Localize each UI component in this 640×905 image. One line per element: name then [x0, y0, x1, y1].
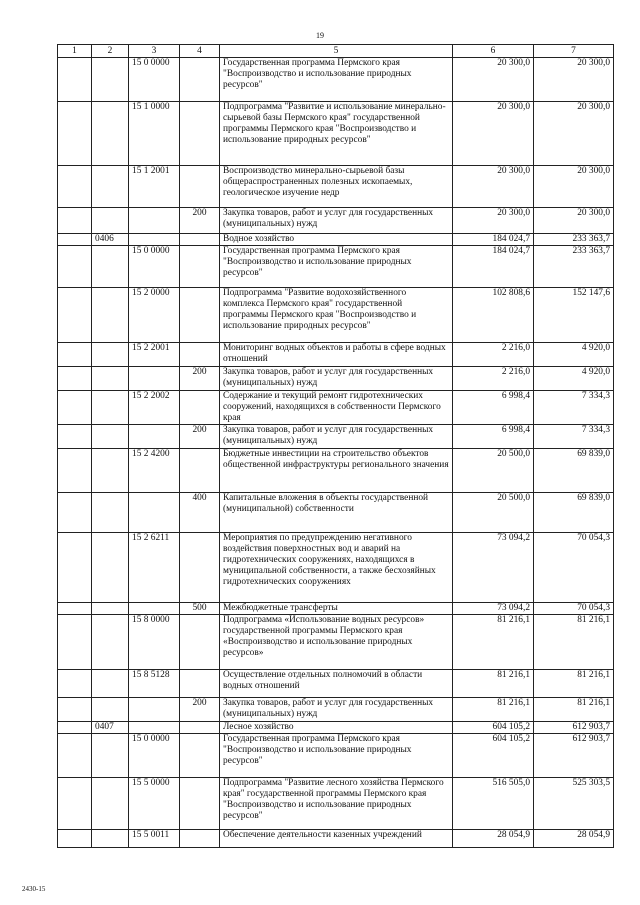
cell-c1: [58, 734, 92, 778]
cell-v6: 102 808,6: [453, 288, 534, 343]
cell-desc: Капитальные вложения в объекты государственной (муниципальной) собственности: [220, 493, 453, 533]
cell-v6: 28 054,9: [453, 830, 534, 848]
cell-v6: 604 105,2: [453, 734, 534, 778]
cell-c3: [129, 234, 180, 246]
cell-c4: [180, 830, 220, 848]
cell-c1: [58, 425, 92, 449]
cell-v7: 233 363,7: [534, 246, 614, 288]
cell-c1: [58, 367, 92, 391]
column-header-row: [58, 45, 614, 58]
cell-v6: 604 105,2: [453, 722, 534, 734]
cell-c2: [92, 778, 129, 830]
cell-v7: 4 920,0: [534, 367, 614, 391]
cell-desc: Государственная программа Пермского края "Воспроизводство и использование природных ресурсов": [220, 246, 453, 288]
cell-c4: [180, 166, 220, 208]
cell-v6: 2 216,0: [453, 367, 534, 391]
cell-v7: 70 054,3: [534, 603, 614, 615]
cell-desc: Обеспечение деятельности казенных учреждений: [220, 830, 453, 848]
cell-v6: 20 500,0: [453, 493, 534, 533]
cell-v6: 20 300,0: [453, 102, 534, 166]
cell-c2: [92, 615, 129, 670]
cell-c1: [58, 722, 92, 734]
cell-v7: 7 334,3: [534, 425, 614, 449]
cell-c3: [129, 367, 180, 391]
cell-c4: [180, 533, 220, 603]
cell-c4: 200: [180, 698, 220, 722]
cell-c1: [58, 208, 92, 234]
cell-c1: [58, 246, 92, 288]
cell-v7: 81 216,1: [534, 698, 614, 722]
cell-desc: Мониторинг водных объектов и работы в сфере водных отношений: [220, 343, 453, 367]
cell-c3: 15 8 0000: [129, 615, 180, 670]
cell-v7: 20 300,0: [534, 58, 614, 102]
cell-c1: [58, 533, 92, 603]
cell-v7: 525 303,5: [534, 778, 614, 830]
cell-c1: [58, 493, 92, 533]
cell-c3: 15 5 0011: [129, 830, 180, 848]
cell-c2: [92, 425, 129, 449]
cell-c2: [92, 734, 129, 778]
cell-desc: Государственная программа Пермского края "Воспроизводство и использование природных ресурсов": [220, 58, 453, 102]
table-row: [58, 367, 614, 391]
cell-desc: Мероприятия по предупреждению негативного воздействия поверхностных вод и аварий на гидротехнических сооружениях, находящихся в муниципальной собственности, а также бесхозяйных гидротехнических сооружениях: [220, 533, 453, 603]
cell-v6: 20 300,0: [453, 166, 534, 208]
cell-desc: Подпрограмма "Развитие и использование минерально-сырьевой базы Пермского края" государственной программы Пермского края "Воспроизводство и использование природных ресурсов": [220, 102, 453, 166]
table-body: [58, 58, 614, 848]
table-row: [58, 234, 614, 246]
cell-c3: [129, 698, 180, 722]
footer-code: 2430-15: [22, 885, 46, 893]
cell-c1: [58, 343, 92, 367]
cell-desc: Подпрограмма "Развитие лесного хозяйства Пермского края" государственной программы Пермского края "Воспроизводство и использование природных ресурсов": [220, 778, 453, 830]
cell-v7: 612 903,7: [534, 734, 614, 778]
cell-desc: Лесное хозяйство: [220, 722, 453, 734]
cell-c3: [129, 425, 180, 449]
cell-c2: [92, 533, 129, 603]
cell-v6: 6 998,4: [453, 391, 534, 425]
cell-v6: 2 216,0: [453, 343, 534, 367]
cell-c3: 15 5 0000: [129, 778, 180, 830]
cell-desc: Воспроизводство минерально-сырьевой базы общераспространенных полезных ископаемых, геологическое изучение недр: [220, 166, 453, 208]
cell-c1: [58, 615, 92, 670]
cell-c2: [92, 670, 129, 698]
cell-desc: Закупка товаров, работ и услуг для государственных (муниципальных) нужд: [220, 425, 453, 449]
cell-c2: [92, 391, 129, 425]
cell-c4: [180, 722, 220, 734]
cell-v7: 20 300,0: [534, 166, 614, 208]
cell-c2: [92, 830, 129, 848]
cell-c2: [92, 246, 129, 288]
column-header-6: 6: [453, 45, 534, 58]
table-row: [58, 449, 614, 493]
cell-v7: 69 839,0: [534, 493, 614, 533]
cell-c2: [92, 102, 129, 166]
cell-c3: 15 2 4200: [129, 449, 180, 493]
cell-c1: [58, 670, 92, 698]
table-row: [58, 734, 614, 778]
cell-v7: 28 054,9: [534, 830, 614, 848]
cell-desc: Бюджетные инвестиции на строительство объектов общественной инфраструктуры регионального значения: [220, 449, 453, 493]
cell-v6: 81 216,1: [453, 698, 534, 722]
cell-desc: Подпрограмма «Использование водных ресурсов» государственной программы Пермского края «Воспроизводство и использование природных ресурсов»: [220, 615, 453, 670]
cell-v6: 6 998,4: [453, 425, 534, 449]
cell-c4: [180, 615, 220, 670]
page-number: 19: [316, 31, 324, 40]
table-row: [58, 722, 614, 734]
cell-c2: [92, 493, 129, 533]
cell-c3: 15 8 5128: [129, 670, 180, 698]
cell-c2: [92, 698, 129, 722]
cell-c1: [58, 449, 92, 493]
table-row: [58, 778, 614, 830]
cell-c3: [129, 208, 180, 234]
cell-c4: 400: [180, 493, 220, 533]
cell-c3: [129, 493, 180, 533]
cell-desc: Закупка товаров, работ и услуг для государственных (муниципальных) нужд: [220, 208, 453, 234]
cell-c3: 15 0 0000: [129, 246, 180, 288]
column-header-5: 5: [220, 45, 453, 58]
cell-v6: 20 300,0: [453, 208, 534, 234]
table-row: [58, 425, 614, 449]
cell-c2: [92, 208, 129, 234]
cell-c4: [180, 246, 220, 288]
cell-c1: [58, 166, 92, 208]
cell-c4: [180, 670, 220, 698]
cell-c2: 0407: [92, 722, 129, 734]
cell-c4: 200: [180, 208, 220, 234]
cell-c1: [58, 391, 92, 425]
cell-c3: 15 0 0000: [129, 58, 180, 102]
cell-v6: 73 094,2: [453, 603, 534, 615]
cell-v7: 20 300,0: [534, 102, 614, 166]
cell-c1: [58, 102, 92, 166]
cell-desc: Содержание и текущий ремонт гидротехнических сооружений, находящихся в собственности Пермского края: [220, 391, 453, 425]
cell-c4: [180, 288, 220, 343]
cell-c2: 0406: [92, 234, 129, 246]
cell-c4: 200: [180, 425, 220, 449]
cell-c3: 15 2 6211: [129, 533, 180, 603]
cell-c4: [180, 391, 220, 425]
cell-c2: [92, 367, 129, 391]
cell-v7: 152 147,6: [534, 288, 614, 343]
table-row: [58, 166, 614, 208]
cell-v7: 612 903,7: [534, 722, 614, 734]
cell-v7: 69 839,0: [534, 449, 614, 493]
cell-c2: [92, 166, 129, 208]
cell-v6: 516 505,0: [453, 778, 534, 830]
table-row: [58, 698, 614, 722]
cell-c3: [129, 603, 180, 615]
cell-c2: [92, 449, 129, 493]
cell-v7: 4 920,0: [534, 343, 614, 367]
cell-c1: [58, 234, 92, 246]
cell-v6: 184 024,7: [453, 234, 534, 246]
cell-v6: 184 024,7: [453, 246, 534, 288]
cell-c2: [92, 603, 129, 615]
cell-c3: 15 2 2002: [129, 391, 180, 425]
cell-c4: 500: [180, 603, 220, 615]
cell-c3: 15 1 0000: [129, 102, 180, 166]
cell-v6: 20 500,0: [453, 449, 534, 493]
column-header-2: 2: [92, 45, 129, 58]
cell-desc: Закупка товаров, работ и услуг для государственных (муниципальных) нужд: [220, 367, 453, 391]
cell-v7: 233 363,7: [534, 234, 614, 246]
cell-c3: 15 2 2001: [129, 343, 180, 367]
table-row: [58, 830, 614, 848]
cell-c2: [92, 343, 129, 367]
table-row: [58, 533, 614, 603]
cell-c3: 15 0 0000: [129, 734, 180, 778]
table-row: [58, 58, 614, 102]
cell-v7: 20 300,0: [534, 208, 614, 234]
table-row: [58, 615, 614, 670]
table-row: [58, 670, 614, 698]
table-row: [58, 343, 614, 367]
cell-c4: [180, 778, 220, 830]
table-row: [58, 208, 614, 234]
column-header-1: 1: [58, 45, 92, 58]
table-row: [58, 288, 614, 343]
budget-table: [57, 44, 614, 848]
cell-desc: Осуществление отдельных полномочий в области водных отношений: [220, 670, 453, 698]
cell-c1: [58, 603, 92, 615]
cell-c4: [180, 234, 220, 246]
cell-v7: 81 216,1: [534, 615, 614, 670]
cell-c1: [58, 830, 92, 848]
cell-v7: 70 054,3: [534, 533, 614, 603]
cell-desc: Государственная программа Пермского края "Воспроизводство и использование природных ресурсов": [220, 734, 453, 778]
cell-c1: [58, 288, 92, 343]
column-header-3: 3: [129, 45, 180, 58]
cell-desc: Водное хозяйство: [220, 234, 453, 246]
cell-v7: 7 334,3: [534, 391, 614, 425]
cell-v6: 20 300,0: [453, 58, 534, 102]
cell-v6: 81 216,1: [453, 670, 534, 698]
column-header-7: 7: [534, 45, 614, 58]
table-row: [58, 603, 614, 615]
cell-desc: Подпрограмма "Развитие водохозяйственного комплекса Пермского края" государственной программы Пермского края "Воспроизводство и использование природных ресурсов": [220, 288, 453, 343]
cell-c4: [180, 734, 220, 778]
cell-v7: 81 216,1: [534, 670, 614, 698]
table-row: [58, 493, 614, 533]
cell-c4: [180, 449, 220, 493]
cell-c1: [58, 58, 92, 102]
cell-c3: 15 2 0000: [129, 288, 180, 343]
column-header-4: 4: [180, 45, 220, 58]
cell-v6: 73 094,2: [453, 533, 534, 603]
cell-desc: Закупка товаров, работ и услуг для государственных (муниципальных) нужд: [220, 698, 453, 722]
cell-c2: [92, 288, 129, 343]
cell-c4: 200: [180, 367, 220, 391]
cell-c4: [180, 343, 220, 367]
cell-c1: [58, 698, 92, 722]
table-row: [58, 391, 614, 425]
cell-c2: [92, 58, 129, 102]
cell-c4: [180, 58, 220, 102]
cell-c4: [180, 102, 220, 166]
cell-c3: 15 1 2001: [129, 166, 180, 208]
cell-c3: [129, 722, 180, 734]
table-row: [58, 246, 614, 288]
cell-v6: 81 216,1: [453, 615, 534, 670]
table-row: [58, 102, 614, 166]
cell-desc: Межбюджетные трансферты: [220, 603, 453, 615]
cell-c1: [58, 778, 92, 830]
